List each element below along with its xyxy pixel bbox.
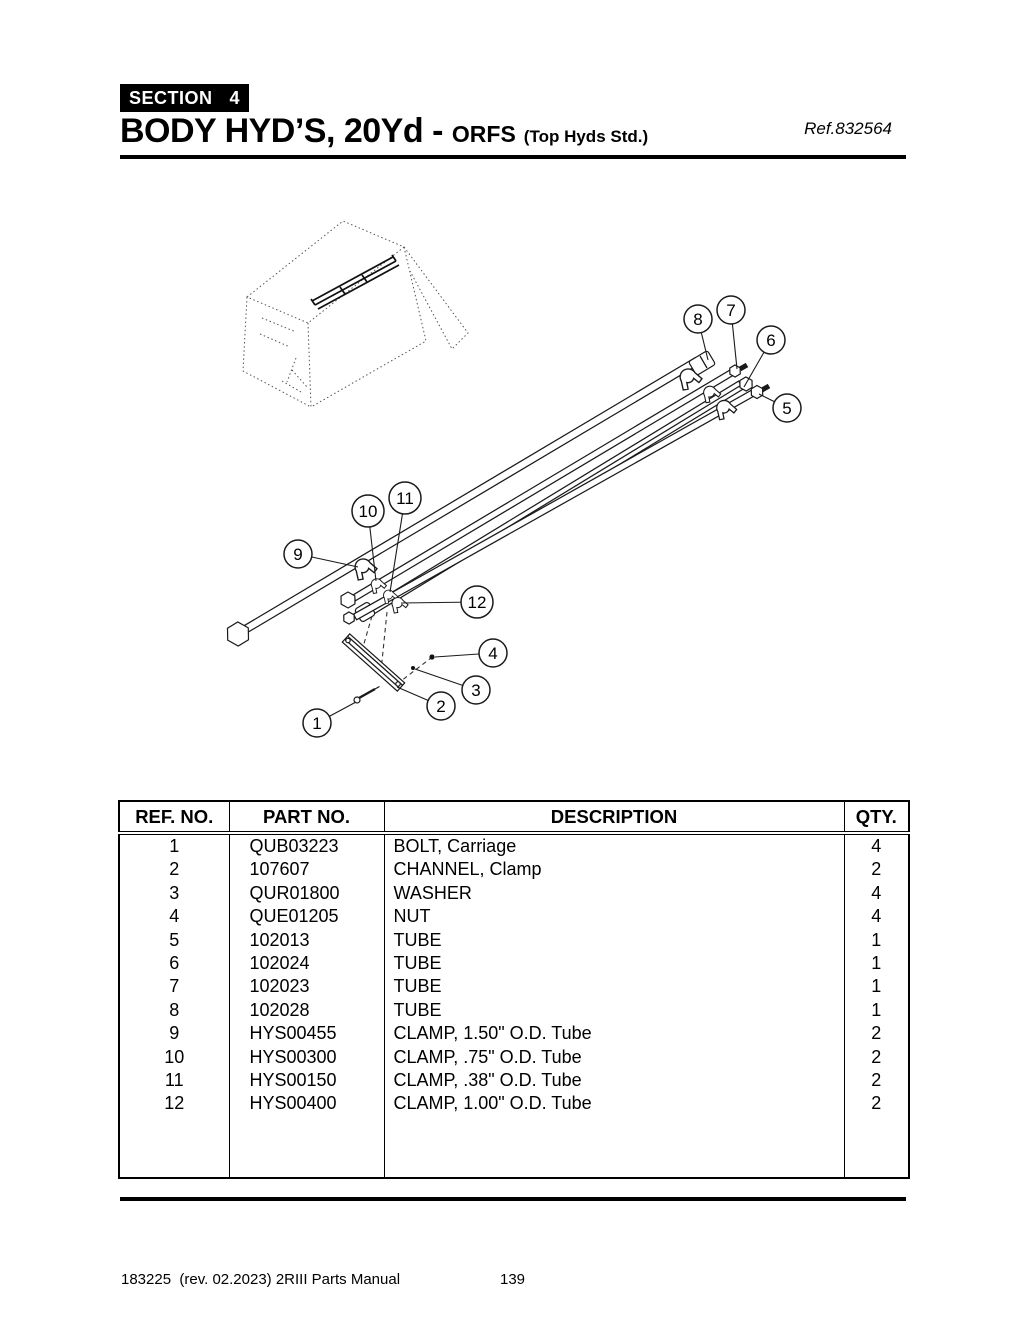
table-cell: 12	[164, 1093, 185, 1114]
table-header-row	[119, 801, 909, 833]
table-cell: 2	[169, 859, 180, 880]
title-note: (Top Hyds Std.)	[523, 127, 649, 146]
table-cell: QUB03223	[229, 833, 384, 858]
table-spacer-cell	[384, 1116, 844, 1178]
title-main: BODY HYD’S, 20Yd -	[120, 112, 443, 150]
table-cell: 4	[844, 905, 909, 928]
table-cell: 10	[164, 1046, 185, 1067]
parts-table-body	[119, 833, 909, 1178]
table-cell: 2	[844, 858, 909, 881]
svg-text:1: 1	[312, 714, 322, 733]
callout-2	[397, 687, 455, 720]
table-cell: 6	[169, 953, 180, 974]
table-cell: 1	[844, 952, 909, 975]
table-cell: CHANNEL, Clamp	[384, 858, 844, 881]
table-row	[119, 905, 909, 928]
table-cell: BOLT, Carriage	[384, 833, 844, 858]
svg-text:4: 4	[488, 644, 498, 663]
footer-page-number: 139	[500, 1271, 526, 1288]
ghost-tube-bundle	[311, 255, 399, 309]
table-cell: CLAMP, 1.00" O.D. Tube	[384, 1092, 844, 1115]
table-cell: 1	[844, 975, 909, 998]
table-cell: 107607	[229, 858, 384, 881]
table-cell: 1	[844, 999, 909, 1022]
table-cell: 4	[844, 882, 909, 905]
table-cell: 1	[169, 836, 180, 856]
table-row	[119, 858, 909, 881]
table-spacer-cell	[119, 1116, 229, 1178]
table-cell: QUE01205	[229, 905, 384, 928]
table-cell: NUT	[384, 905, 844, 928]
section-number: 4	[229, 88, 241, 108]
svg-text:7: 7	[726, 301, 736, 320]
table-row	[119, 929, 909, 952]
page-title	[120, 112, 648, 151]
table-cell: 11	[164, 1070, 184, 1091]
svg-text:9: 9	[293, 545, 303, 564]
table-cell: WASHER	[384, 882, 844, 905]
table-spacer-cell	[844, 1116, 909, 1178]
table-cell: HYS00300	[229, 1046, 384, 1069]
svg-text:6: 6	[766, 331, 776, 350]
col-header-part-no: PART NO.	[229, 801, 384, 833]
table-row	[119, 1069, 909, 1092]
table-cell: HYS00400	[229, 1092, 384, 1115]
table-cell: TUBE	[384, 999, 844, 1022]
table-cell: 9	[169, 1023, 180, 1044]
table-cell: 2	[844, 1069, 909, 1092]
table-cell: CLAMP, 1.50" O.D. Tube	[384, 1022, 844, 1045]
table-cell: 102028	[229, 999, 384, 1022]
table-row	[119, 1022, 909, 1045]
col-header-description: DESCRIPTION	[384, 801, 844, 833]
callout-12	[401, 586, 493, 618]
table-cell: 2	[844, 1022, 909, 1045]
section-badge	[120, 84, 249, 112]
col-header-ref-no: REF. NO.	[119, 801, 229, 833]
svg-text:8: 8	[693, 310, 703, 329]
header-rule	[120, 155, 906, 159]
table-cell: CLAMP, .75" O.D. Tube	[384, 1046, 844, 1069]
carriage-bolt-part1	[354, 687, 380, 704]
table-cell: TUBE	[384, 952, 844, 975]
section-label: SECTION	[129, 88, 213, 108]
callout-5	[759, 394, 801, 422]
title-type: ORFS	[451, 121, 516, 147]
nut-part4	[429, 654, 434, 659]
col-header-qty: QTY.	[844, 801, 909, 833]
callout-9	[284, 540, 358, 568]
table-cell: 8	[169, 999, 180, 1020]
table-cell: 102024	[229, 952, 384, 975]
ghost-body-sketch	[243, 221, 468, 407]
table-cell: 4	[844, 833, 909, 858]
table-spacer-row	[119, 1116, 909, 1178]
footer-rule	[120, 1197, 906, 1201]
table-cell: 5	[169, 929, 180, 950]
table-row	[119, 882, 909, 905]
callout-7	[717, 296, 745, 369]
table-cell: 2	[844, 1046, 909, 1069]
table-cell: QUR01800	[229, 882, 384, 905]
table-row	[119, 952, 909, 975]
exploded-diagram	[120, 185, 920, 785]
svg-text:5: 5	[782, 399, 792, 418]
footer-manual-info: 183225 (rev. 02.2023) 2RIII Parts Manual	[121, 1271, 401, 1288]
callout-6	[744, 326, 785, 387]
svg-text:12: 12	[467, 593, 487, 612]
table-cell: 7	[169, 976, 180, 997]
svg-text:3: 3	[471, 681, 481, 700]
parts-table	[118, 800, 910, 1179]
svg-text:10: 10	[358, 502, 378, 521]
table-cell: TUBE	[384, 929, 844, 952]
table-cell: 2	[844, 1092, 909, 1115]
svg-text:2: 2	[436, 697, 446, 716]
table-row	[119, 975, 909, 998]
table-cell: HYS00150	[229, 1069, 384, 1092]
assembly-dashed-lines	[363, 612, 431, 684]
table-cell: HYS00455	[229, 1022, 384, 1045]
callout-1	[303, 702, 356, 737]
table-row	[119, 999, 909, 1022]
table-cell: 4	[169, 906, 180, 927]
table-spacer-cell	[229, 1116, 384, 1178]
table-cell: 102013	[229, 929, 384, 952]
table-cell: TUBE	[384, 975, 844, 998]
callout-4	[435, 639, 507, 667]
table-row	[119, 1046, 909, 1069]
reference-number: Ref.832564	[804, 119, 892, 138]
table-cell: 3	[169, 882, 180, 903]
table-cell: 1	[844, 929, 909, 952]
clamp-channel-part2	[342, 634, 404, 691]
table-cell: CLAMP, .38" O.D. Tube	[384, 1069, 844, 1092]
svg-text:11: 11	[396, 489, 414, 508]
table-row	[119, 833, 909, 858]
table-row	[119, 1092, 909, 1115]
table-cell: 102023	[229, 975, 384, 998]
washer-part3	[411, 666, 415, 670]
